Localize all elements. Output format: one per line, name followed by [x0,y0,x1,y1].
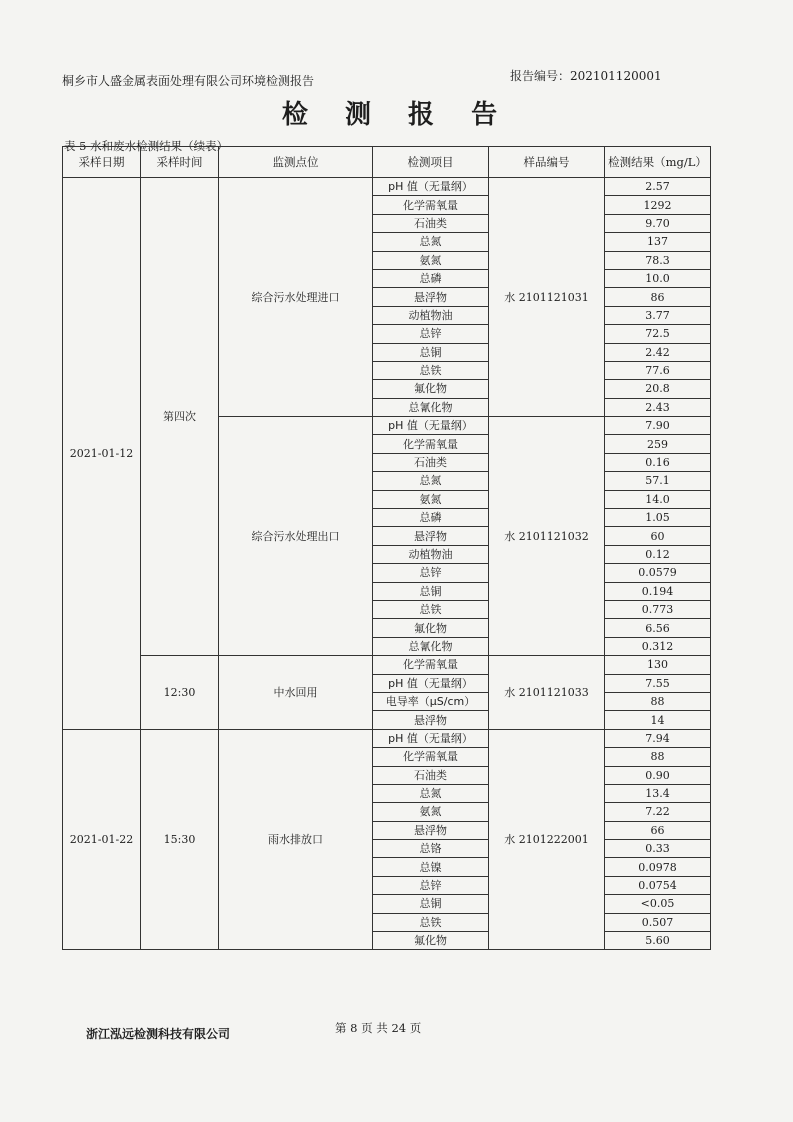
monitoring-point-cell: 综合污水处理进口 [219,178,373,417]
sampling-time-cell: 15:30 [141,729,219,950]
col-header-sample: 样品编号 [489,147,605,178]
table-body [63,178,711,950]
test-item-cell: pH 值（无量纲） [373,178,489,196]
result-value-cell: 0.12 [605,545,711,563]
test-item-cell: 化学需氧量 [373,656,489,674]
result-value-cell: 0.194 [605,582,711,600]
test-item-cell: pH 值（无量纲） [373,417,489,435]
monitoring-point-cell: 综合污水处理出口 [219,417,373,656]
monitoring-point-cell: 雨水排放口 [219,729,373,950]
result-value-cell: 60 [605,527,711,545]
test-item-cell: 总氮 [373,472,489,490]
col-header-location: 监测点位 [219,147,373,178]
result-value-cell: 7.55 [605,674,711,692]
result-value-cell: 7.22 [605,803,711,821]
test-item-cell: 动植物油 [373,306,489,324]
test-item-cell: 总磷 [373,509,489,527]
test-item-cell: 悬浮物 [373,288,489,306]
report-company-header: 桐乡市人盛金属表面处理有限公司环境检测报告 [62,74,315,88]
test-item-cell: 电导率（μS/cm） [373,692,489,710]
test-item-cell: 化学需氧量 [373,435,489,453]
monitoring-point-cell: 中水回用 [219,656,373,730]
result-value-cell: 0.90 [605,766,711,784]
sample-id-cell: 水 2101121033 [489,656,605,730]
test-item-cell: 总铁 [373,361,489,379]
test-item-cell: 总铜 [373,895,489,913]
test-item-cell: 总镍 [373,858,489,876]
result-value-cell: 88 [605,748,711,766]
result-value-cell: 0.312 [605,637,711,655]
test-item-cell: 总氰化物 [373,637,489,655]
results-table [62,146,711,950]
table-header-row [63,147,711,178]
result-value-cell: 3.77 [605,306,711,324]
test-item-cell: 氟化物 [373,619,489,637]
test-item-cell: 氨氮 [373,251,489,269]
col-header-result: 检测结果（mg/L） [605,147,711,178]
col-header-time: 采样时间 [141,147,219,178]
result-value-cell: 66 [605,821,711,839]
test-item-cell: 氨氮 [373,490,489,508]
result-value-cell: 7.90 [605,417,711,435]
sample-id-cell: 水 2101121031 [489,178,605,417]
result-value-cell: 86 [605,288,711,306]
result-value-cell: 0.0754 [605,876,711,894]
table-row [63,656,711,674]
test-item-cell: 氟化物 [373,380,489,398]
col-header-date: 采样日期 [63,147,141,178]
result-value-cell: 0.773 [605,600,711,618]
test-item-cell: 石油类 [373,766,489,784]
result-value-cell: 13.4 [605,784,711,802]
test-item-cell: 总氮 [373,233,489,251]
test-item-cell: 总锌 [373,325,489,343]
result-value-cell: 72.5 [605,325,711,343]
result-value-cell: 57.1 [605,472,711,490]
result-value-cell: 6.56 [605,619,711,637]
test-item-cell: 石油类 [373,214,489,232]
footer-company: 浙江泓远检测科技有限公司 [86,1027,231,1041]
result-value-cell: 77.6 [605,361,711,379]
result-value-cell: 0.507 [605,913,711,931]
sampling-time-cell: 第四次 [141,178,219,656]
result-value-cell: 130 [605,656,711,674]
result-value-cell: 0.16 [605,453,711,471]
result-value-cell: 137 [605,233,711,251]
col-header-item: 检测项目 [373,147,489,178]
result-value-cell: 0.0579 [605,564,711,582]
test-item-cell: pH 值（无量纲） [373,729,489,747]
test-item-cell: 总锌 [373,876,489,894]
result-value-cell: 2.42 [605,343,711,361]
result-value-cell: 1.05 [605,509,711,527]
result-value-cell: 5.60 [605,932,711,950]
test-item-cell: 动植物油 [373,545,489,563]
table-row [63,178,711,196]
sample-id-cell: 水 2101222001 [489,729,605,950]
test-item-cell: 总锌 [373,564,489,582]
test-item-cell: 总磷 [373,269,489,287]
test-item-cell: 总铁 [373,600,489,618]
test-item-cell: 氟化物 [373,932,489,950]
table-caption: 表 5 水和废水检测结果（续表） [64,139,229,153]
test-item-cell: 总铬 [373,840,489,858]
test-item-cell: 悬浮物 [373,527,489,545]
result-value-cell: 2.43 [605,398,711,416]
test-item-cell: 悬浮物 [373,821,489,839]
result-value-cell: 0.0978 [605,858,711,876]
report-number: 报告编号：202101120001 [510,69,662,83]
test-item-cell: 悬浮物 [373,711,489,729]
result-value-cell: 1292 [605,196,711,214]
test-item-cell: 总铜 [373,343,489,361]
result-value-cell: 20.8 [605,380,711,398]
sampling-date-cell: 2021-01-12 [63,178,141,730]
result-value-cell: 14 [605,711,711,729]
page-number: 第 8 页 共 24 页 [335,1021,422,1035]
test-item-cell: 总铜 [373,582,489,600]
result-value-cell: 78.3 [605,251,711,269]
result-value-cell: <0.05 [605,895,711,913]
result-value-cell: 10.0 [605,269,711,287]
test-item-cell: pH 值（无量纲） [373,674,489,692]
result-value-cell: 259 [605,435,711,453]
result-value-cell: 7.94 [605,729,711,747]
result-value-cell: 2.57 [605,178,711,196]
test-item-cell: 总氮 [373,784,489,802]
result-value-cell: 9.70 [605,214,711,232]
sampling-time-cell: 12:30 [141,656,219,730]
result-value-cell: 88 [605,692,711,710]
result-value-cell: 0.33 [605,840,711,858]
table-row [63,729,711,747]
page-title: 检 测 报 告 [281,100,512,130]
sampling-date-cell: 2021-01-22 [63,729,141,950]
test-item-cell: 总铁 [373,913,489,931]
test-item-cell: 氨氮 [373,803,489,821]
test-item-cell: 石油类 [373,453,489,471]
test-item-cell: 化学需氧量 [373,748,489,766]
sample-id-cell: 水 2101121032 [489,417,605,656]
test-item-cell: 总氰化物 [373,398,489,416]
result-value-cell: 14.0 [605,490,711,508]
test-item-cell: 化学需氧量 [373,196,489,214]
